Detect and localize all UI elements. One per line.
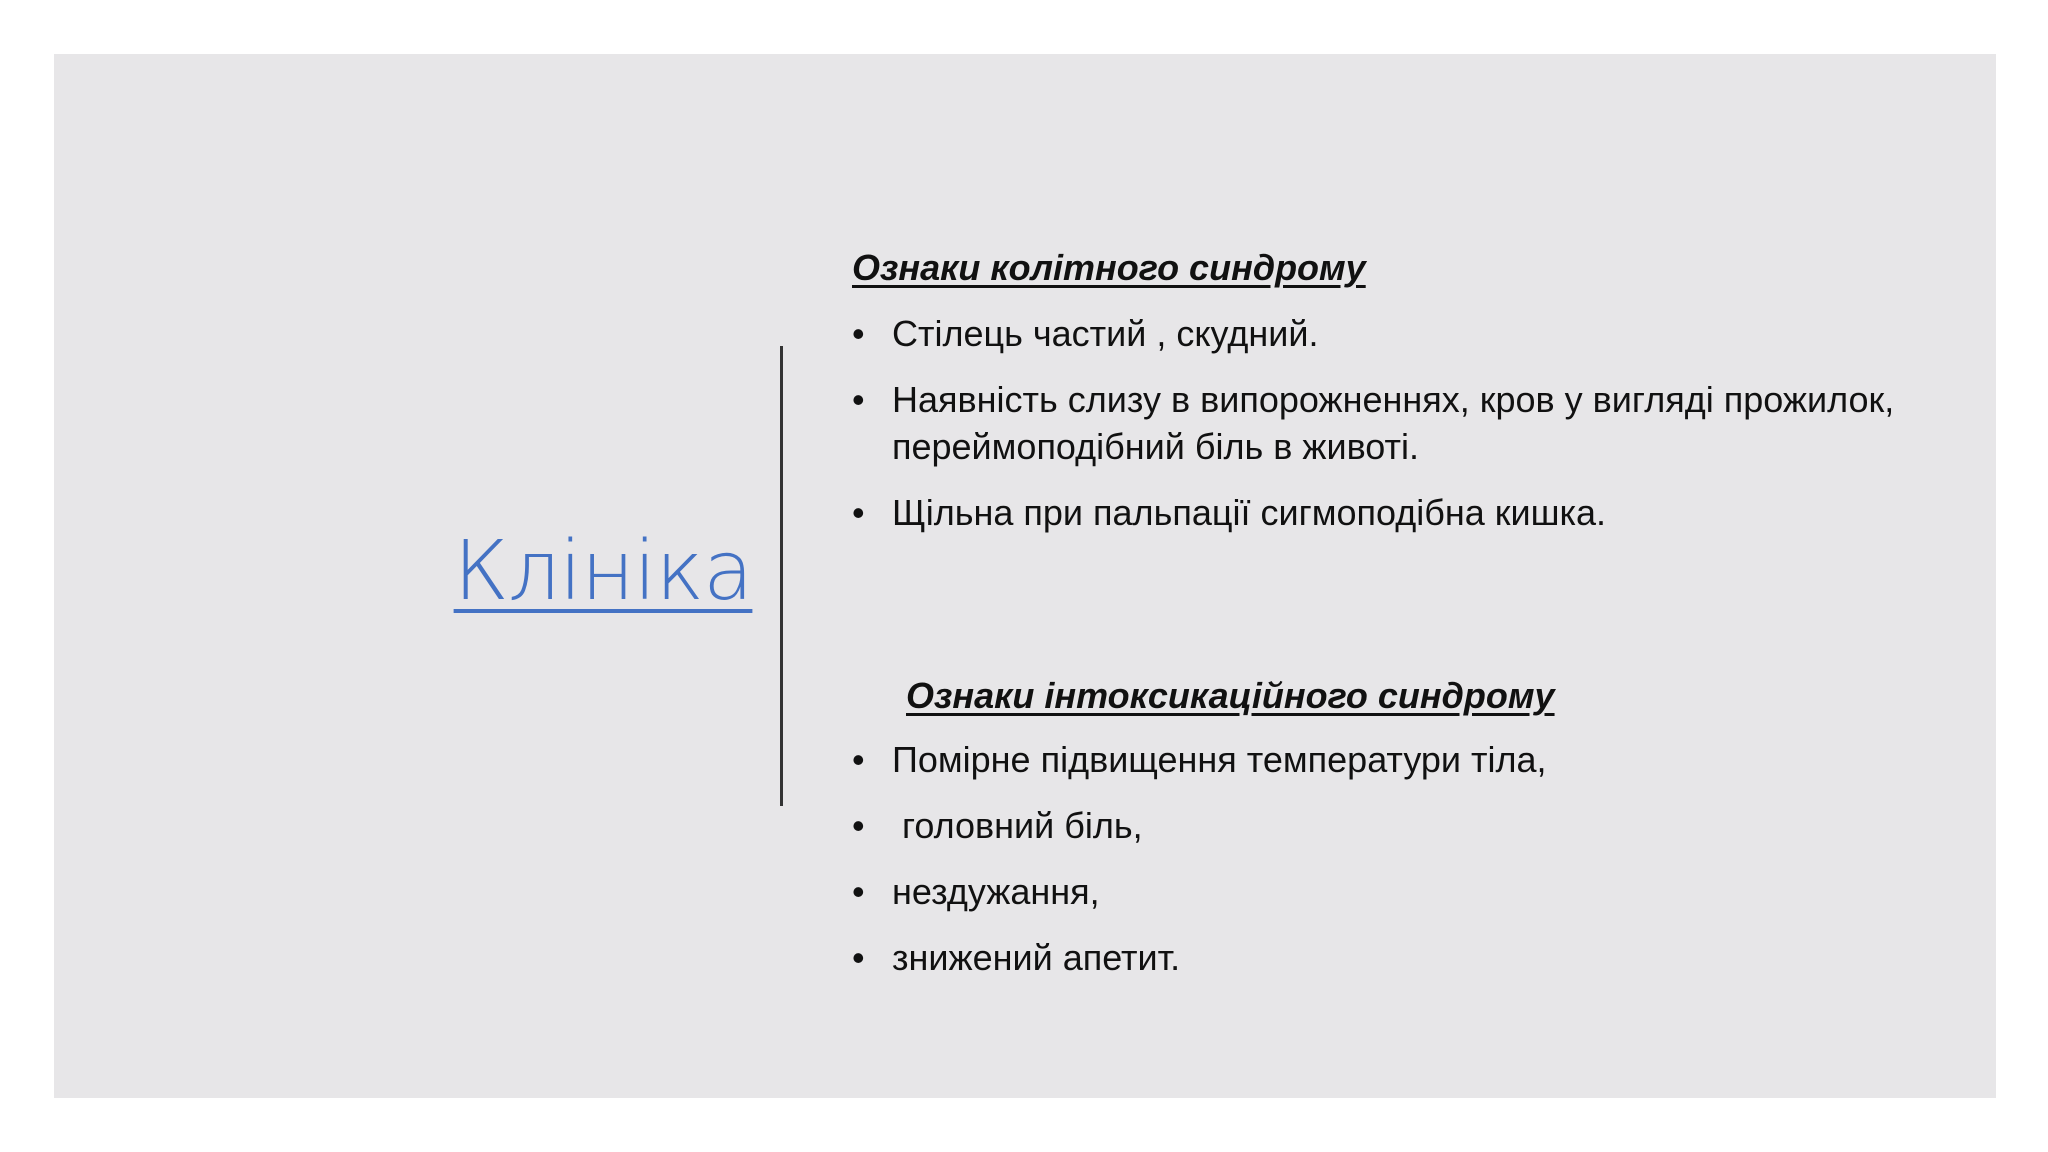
list-item-text: головний біль,: [892, 805, 1143, 846]
list-item-text: Помірне підвищення температури тіла,: [892, 739, 1547, 780]
section-heading-intoxication: Ознаки інтоксикаційного синдрому: [906, 675, 1555, 716]
list-item: [852, 802, 1902, 849]
list-item-text: Щільна при пальпації сигмоподібна кишка.: [892, 492, 1607, 533]
list-item: [852, 310, 1902, 357]
list-item-text: знижений апетит.: [892, 937, 1181, 978]
list-item-text: Стілець частий , скудний.: [892, 313, 1319, 354]
list-item: [852, 868, 1902, 915]
vertical-divider: [780, 346, 783, 806]
bullet-icon: •: [852, 313, 865, 354]
list-item: [852, 376, 1905, 470]
colitis-symptom-list: [852, 310, 1905, 555]
bullet-icon: •: [852, 805, 865, 846]
section-heading-colitis: Ознаки колітного синдрому: [852, 247, 1366, 288]
list-item: [852, 934, 1902, 981]
list-item-text: Наявність слизу в випорожненнях, кров у вигляді прожилок, переймоподібний біль в животі.: [892, 379, 1905, 467]
intoxication-symptom-list: [852, 736, 1902, 1000]
slide: [54, 54, 1996, 1098]
list-item: [852, 736, 1902, 783]
bullet-icon: •: [852, 379, 865, 420]
slide-title-link[interactable]: Клініка: [453, 524, 753, 619]
bullet-icon: •: [852, 492, 865, 533]
bullet-icon: •: [852, 739, 865, 780]
list-item-text: нездужання,: [892, 871, 1100, 912]
bullet-icon: •: [852, 937, 865, 978]
bullet-icon: •: [852, 871, 865, 912]
list-item: [852, 489, 1902, 536]
